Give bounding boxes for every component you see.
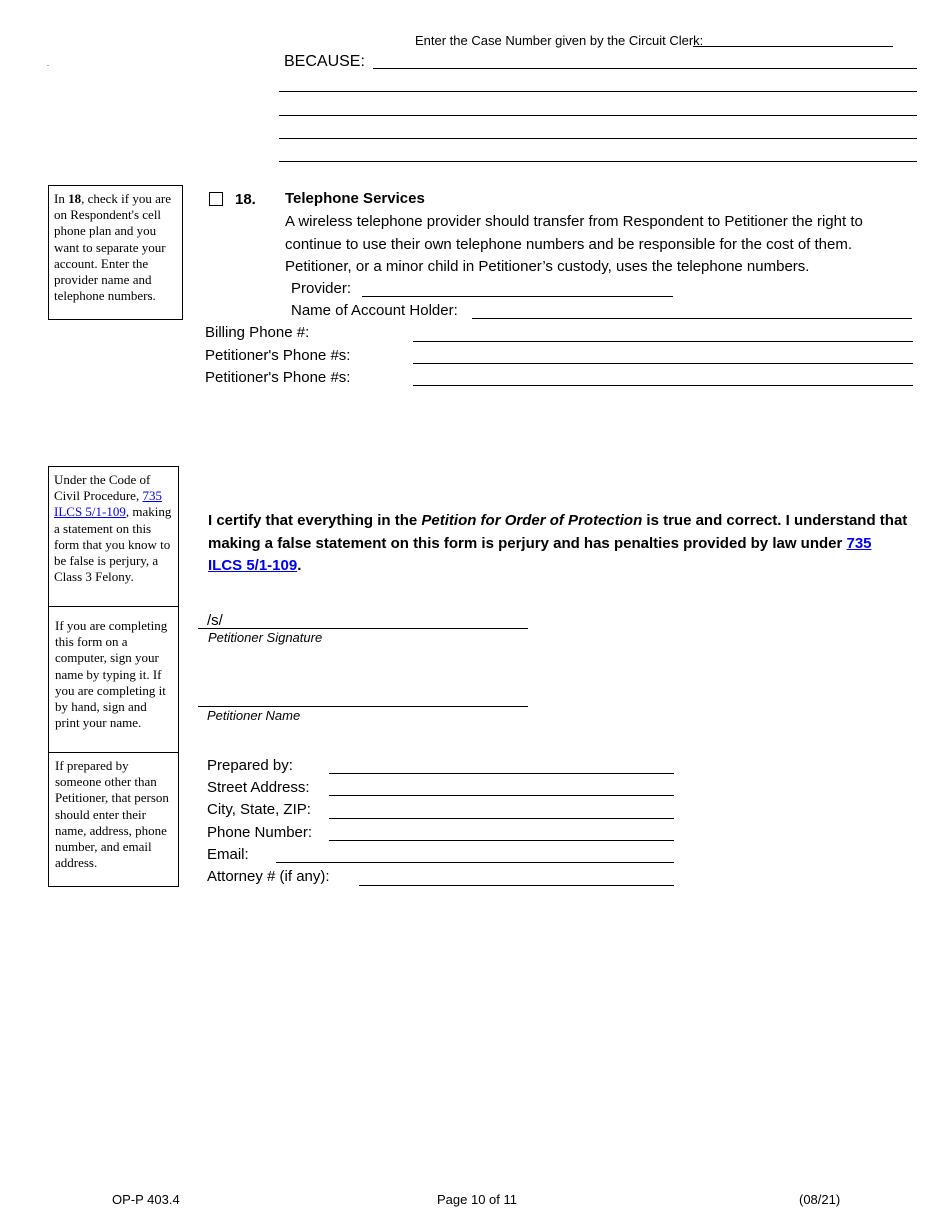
section-number: 18. [235, 191, 256, 208]
page-number: Page 10 of 11 [437, 1192, 517, 1207]
section-title: Telephone Services [285, 190, 425, 207]
petitioner-phone-field-2[interactable] [413, 385, 913, 386]
prepared-by-label: Prepared by: [207, 757, 293, 774]
billing-phone-field[interactable] [413, 341, 913, 342]
because-line-4[interactable] [279, 138, 917, 139]
certification-statute-link[interactable]: 735 ILCS 5/1-109 [208, 534, 872, 574]
billing-phone-label: Billing Phone #: [205, 324, 310, 341]
signature-line[interactable] [198, 628, 528, 629]
petitioner-phone-field-1[interactable] [413, 363, 913, 364]
account-holder-label: Name of Account Holder: [291, 302, 458, 319]
attorney-number-field[interactable] [359, 885, 674, 886]
case-number-label: Enter the Case Number given by the Circuit Clerk: [415, 33, 704, 48]
attorney-number-label: Attorney # (if any): [207, 868, 330, 885]
signature-value[interactable]: /s/ [207, 612, 223, 629]
certification-statement: I certify that everything in the Petition for Order of Protection is true and correct. I understand that making a false statement on this form is perjury and has penalties provided by law under 735 ILCS 5/1-109. [208, 512, 908, 574]
sidebar-note-signing: If you are completing this form on a computer, sign your name by typing it. If you are completing it by hand, sign and print your name. [48, 606, 179, 753]
provider-field[interactable] [362, 296, 673, 297]
petitioner-name-line[interactable] [198, 706, 528, 707]
sidebar-note-preparer: If prepared by someone other than Petitioner, that person should enter their name, address, phone number, and email address. [48, 752, 179, 887]
phone-number-label: Phone Number: [207, 824, 313, 841]
street-address-label: Street Address: [207, 779, 310, 796]
provider-label: Provider: [291, 280, 352, 297]
account-holder-field[interactable] [472, 318, 912, 319]
sidebar-note-telephone: In 18, check if you are on Respondent's cell phone plan and you want to separate your account. Enter the provider name and telephone numbers. [48, 185, 183, 320]
section-body: A wireless telephone provider should transfer from Respondent to Petitioner the right to continue to use their own telephone numbers and be responsible for the cost of them. Petitioner, or a minor child in Petitioner’s custody, uses the telephone numbers. [285, 213, 863, 275]
stray-mark: . [47, 59, 49, 68]
city-state-zip-field[interactable] [329, 818, 674, 819]
telephone-services-checkbox[interactable] [209, 192, 223, 206]
petitioner-phone-label-1: Petitioner's Phone #s: [205, 347, 351, 364]
because-line-2[interactable] [279, 91, 917, 92]
email-field[interactable] [276, 862, 674, 863]
form-date: (08/21) [799, 1192, 841, 1207]
because-line-3[interactable] [279, 115, 917, 116]
because-line-1[interactable] [373, 68, 917, 69]
phone-number-field[interactable] [329, 840, 674, 841]
sidebar-note-perjury: Under the Code of Civil Procedure, 735 ILCS 5/1-109, making a statement on this form that you know to be false is perjury, a Class 3 Felony. [48, 466, 179, 607]
because-label: BECAUSE: [284, 53, 365, 70]
case-number-field[interactable] [693, 46, 893, 47]
form-code: OP-P 403.4 [112, 1192, 180, 1207]
perjury-statute-link[interactable]: 735 ILCS 5/1-109 [54, 488, 162, 520]
street-address-field[interactable] [329, 795, 674, 796]
petitioner-phone-label-2: Petitioner's Phone #s: [205, 369, 351, 386]
because-line-5[interactable] [279, 161, 917, 162]
petitioner-name-label: Petitioner Name [207, 708, 301, 723]
email-label: Email: [207, 846, 249, 863]
prepared-by-field[interactable] [329, 773, 674, 774]
city-state-zip-label: City, State, ZIP: [207, 801, 311, 818]
signature-label: Petitioner Signature [208, 630, 323, 645]
